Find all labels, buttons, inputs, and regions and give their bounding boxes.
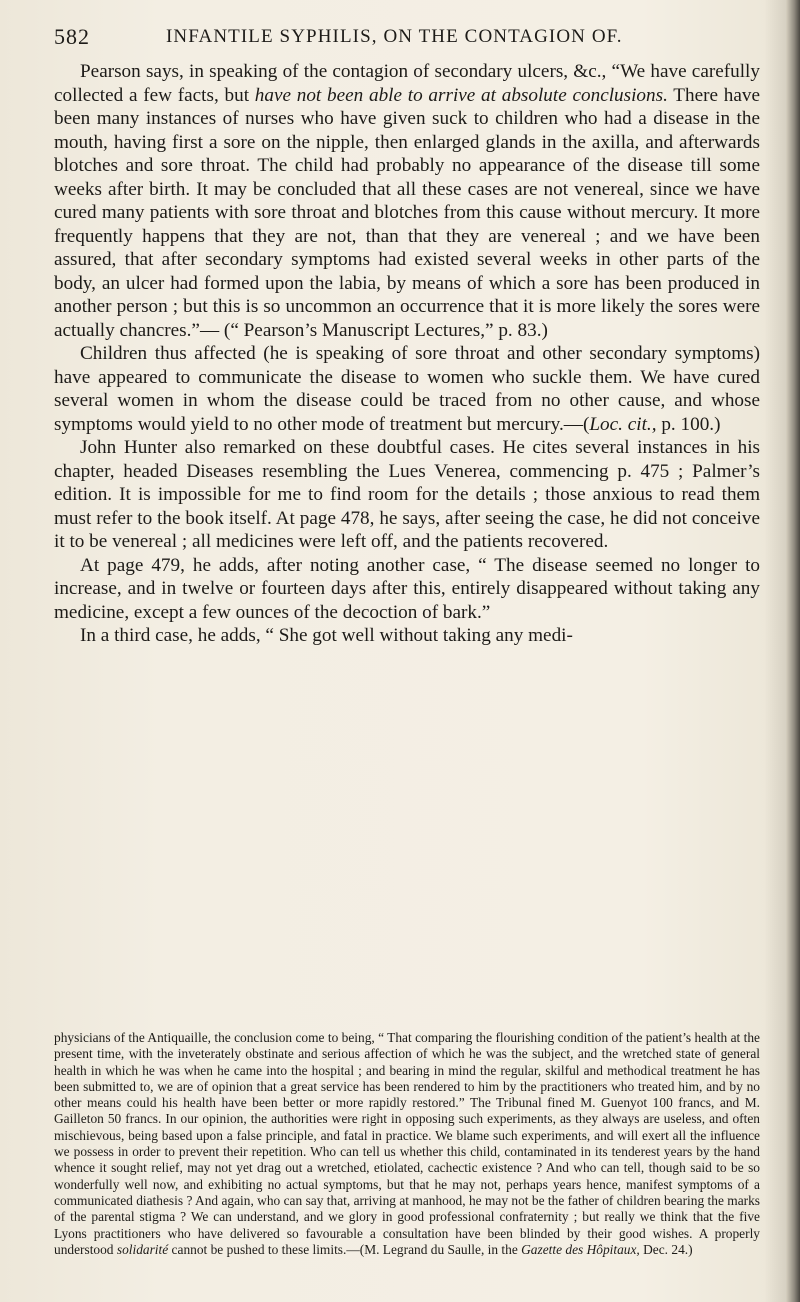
page-header	[54, 24, 760, 54]
text-run: John Hunter also remarked on these doubtful cases. He cites several instances in his chapter, headed Diseases resembling the Lues Venerea, commencing p. 475 ; Palmer’s edition. It is impossible for me to find room for the details ; those anxious to read them must refer to the book itself. At page 478, he says, after seeing the case, he did not conceive it to be venereal ; all medicines were left off, and the patients recovered.	[54, 437, 760, 552]
italic-text-run: Gazette des Hôpitaux,	[521, 1241, 640, 1257]
italic-text-run: solidarité	[116, 1241, 169, 1257]
paragraph	[54, 60, 760, 342]
paragraph	[54, 554, 760, 625]
italic-text-run: Loc. cit.,	[589, 413, 657, 435]
text-run: p. 100.)	[656, 413, 721, 435]
footnote	[54, 1030, 760, 1258]
page-number: 582	[54, 24, 90, 49]
footnote-paragraph	[54, 1030, 760, 1258]
italic-text-run: have not been able to arrive at absolute conclusions.	[254, 84, 668, 106]
text-run: Children thus affected (he is speaking of sore throat and other secondary symptoms) have appeared to communicate the disease to women who suckle them. We have cured several women in whom the disease could be traced from no other cause, and whose symptoms would yield to no other mode of treatment but mercury.—(	[54, 343, 760, 435]
text-run: physicians of the Antiquaille, the conclusion come to being, “ That comparing the flourishing condition of the patient’s health at the present time, with the inveterately obstinate and serious affection of which he was the subject, and the wretched state of general health in which he was when he came into the hospital ; and bearing in mind the regular, skilful and methodical treatment he has been submitted to, we are of opinion that a great service has been rendered to him by the practitioners who treated him, and by no other means could his health have been better or more rapidly restored.” The Tribunal fined M. Guenyot 100 francs, and M. Gailleton 50 francs. In our opinion, the authorities were right in opposing such experiments, as they always are useless, and often mischievous, being based upon a false principle, and fatal in practice. We blame such experiments, and will exert all the influence we possess in order to prevent their repetition. Who can tell us whether this child, contaminated in its tenderest years by the hand whence it sought relief, may not yet drag out a wretched, etiolated, cachectic existence ? And who can tell, though said to be so wonderfully well now, and exhibiting no actual symptoms, but that he may not, perhaps years hence, manifest symptoms of a communicated diathesis ? And again, who can say that, arriving at manhood, he may not be the father of children bearing the marks of the parental stigma ? We can understand, and we glory in good professional confraternity ; but really we think that the five Lyons practitioners who have delivered so favourable a consultation have been blinded by their good wishes. A properly understood	[54, 1030, 760, 1257]
text-run: At page 479, he adds, after noting another case, “ The disease seemed no longer to increase, and in twelve or fourteen days after this, entirely disappeared without taking any medicine, except a few ounces of the decoction of bark.”	[54, 554, 760, 623]
text-run: Dec. 24.)	[639, 1241, 693, 1257]
paragraph	[54, 624, 760, 648]
running-title: INFANTILE SYPHILIS, ON THE CONTAGION OF.	[166, 26, 623, 47]
text-run: In a third case, he adds, “ She got well without taking any medi-	[80, 625, 573, 646]
paragraph	[54, 436, 760, 554]
text-run: There have been many instances of nurses who have given suck to children who had a disease in the mouth, having first a sore on the nipple, then enlarged glands in the axilla, and afterwards blotches and sore throat. The child had probably no appearance of the disease till some weeks after birth. It may be concluded that all these cases are not venereal, since we have cured many patients with sore throat and blotches from this cause without mercury. It more frequently happens that they are not, than that they are venereal ; and we have been assured, that after secondary symptoms had existed several weeks in other parts of the body, an ulcer had formed upon the labia, by means of which a sore has been produced in another person ; but this is so uncommon an occurrence that it is more likely the sores were actually chancres.”— (“ Pearson’s Manuscript Lectures,” p. 83.)	[54, 84, 760, 341]
gutter-shadow	[764, 0, 786, 1302]
text-run: cannot be pushed to these limits.—(M. Legrand du Saulle, in the	[168, 1241, 522, 1257]
paragraph	[54, 342, 760, 436]
main-text	[54, 60, 760, 648]
book-spine-edge	[786, 0, 800, 1302]
text-run: Pearson says, in speaking of the contagion of secondary ulcers, &c., “We have carefully collected a few facts, but	[54, 61, 760, 106]
